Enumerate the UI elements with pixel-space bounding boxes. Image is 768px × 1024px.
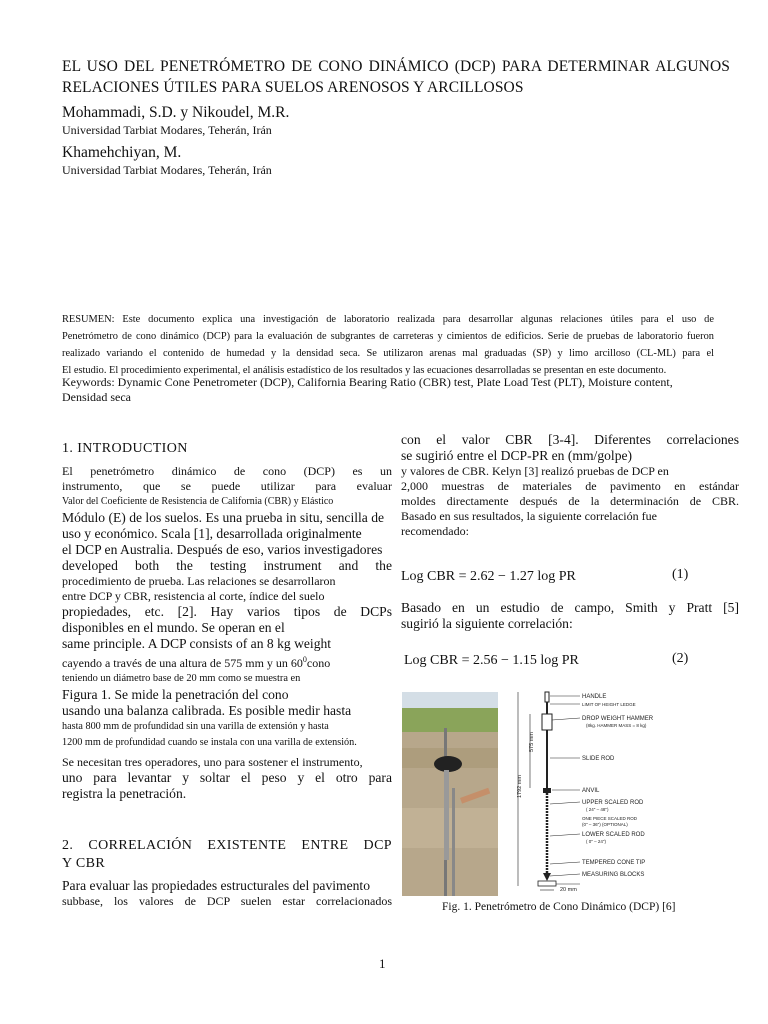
abstract-line: El estudio. El procedimiento experimental, el análisis estadístico de los resultados y las ecuaciones desarrolladas se presentan en este documento.: [62, 365, 667, 376]
label-one-piece-range: (0" – 36") (OPTIONAL): [582, 822, 628, 827]
right-column-text: [401, 432, 739, 539]
label-one-piece-rod: ONE PIECE SCALED ROD: [582, 816, 638, 821]
figure-svg: [400, 688, 682, 896]
label-cone-tip: TEMPERED CONE TIP: [582, 860, 646, 866]
text-line: registra la penetración.: [62, 786, 187, 801]
dim-1792-label: 1792 mm: [517, 775, 523, 798]
section-heading-introduction: 1. INTRODUCTION: [62, 441, 188, 456]
affiliation-line-1: Universidad Tarbiat Modares, Teherán, Irán: [62, 123, 272, 137]
figure-dcp: [400, 688, 682, 896]
text-line: disponibles en el mundo. Se operan en el: [62, 620, 285, 635]
text-line: con el valor CBR [3-4]. Diferentes correlaciones: [401, 432, 739, 447]
page-number: 1: [379, 956, 386, 971]
abstract: [62, 311, 714, 379]
label-hammer: DROP WEIGHT HAMMER: [582, 716, 654, 722]
label-lower-rod: LOWER SCALED ROD: [582, 832, 645, 838]
text-line: y valores de CBR. Kelyn [3] realizó pruebas de DCP en: [401, 464, 669, 478]
section-heading-correlation: [62, 837, 392, 873]
label-upper-rod-range: ( 24" – 48"): [586, 807, 609, 812]
text-line: Para evaluar las propiedades estructurales del pavimento: [62, 878, 371, 893]
affiliation-line-2: Universidad Tarbiat Modares, Teherán, Irán: [62, 163, 272, 177]
label-hammer-mass: (8kg. HAMMER MASS = 8 kg): [586, 723, 647, 728]
text-line: [62, 652, 392, 671]
text-line: propiedades, etc. [2]. Hay varios tipos de DCPs: [62, 604, 392, 619]
text-line: moldes directamente después de la determinación de CBR.: [401, 494, 739, 508]
text-line: se sugirió entre el DCP-PR en (mm/golpe): [401, 448, 633, 463]
abstract-line: RESUMEN: Este documento explica una investigación de laboratorio realizada para desarrollar algunas relaciones útiles para el uso de: [62, 314, 714, 325]
text-line: 1200 mm de profundidad cuando se instala con una varilla de extensión.: [62, 737, 357, 748]
text-line: hasta 800 mm de profundidad sin una varilla de extensión y hasta: [62, 721, 329, 732]
dcp-diagram: [517, 692, 654, 893]
text-line: teniendo un diámetro base de 20 mm como se muestra en: [62, 673, 301, 684]
label-lower-rod-range: ( 0" – 24"): [586, 839, 606, 844]
text-line: Módulo (E) de los suelos. Es una prueba in situ, sencilla de: [62, 510, 385, 525]
text-line: developed both the testing instrument and the: [62, 558, 392, 573]
text-fragment: cono: [306, 656, 331, 670]
author-line-2: Khamehchiyan, M.: [62, 144, 182, 161]
heading-line: Y CBR: [62, 856, 106, 871]
label-height-ledge: LIMIT OF HEIGHT LEDGE: [582, 702, 636, 707]
text-line: El penetrómetro dinámico de cono (DCP) es un: [62, 464, 392, 478]
label-handle: HANDLE: [582, 694, 607, 700]
text-line: Valor del Coeficiente de Resistencia de California (CBR) y Elástico: [62, 496, 334, 507]
dim-20-label: 20 mm: [560, 887, 577, 893]
text-line: uso y económico. Scala [1], desarrollada originalmente: [62, 526, 362, 541]
equation-2-number: (2): [672, 651, 689, 666]
text-line: same principle. A DCP consists of an 8 kg weight: [62, 636, 332, 651]
label-measuring-blocks: MEASURING BLOCKS: [582, 872, 645, 878]
field-photo: [400, 688, 500, 896]
equation-1: Log CBR = 2.62 − 1.27 log PR: [401, 569, 576, 584]
label-anvil: ANVIL: [582, 788, 600, 794]
degree-superscript: 0: [302, 655, 307, 664]
keywords: Keywords: Dynamic Cone Penetrometer (DCP), California Bearing Ratio (CBR) test, Plate Load Test (PLT), Moisture content, Densidad seca: [62, 375, 673, 404]
abstract-line: Penetrómetro de cono dinámico (DCP) para la evaluación de subgrantes de carreteras y cimientos de edificios. Serie de pruebas de laboratorio fueron: [62, 331, 714, 342]
text-line: el DCP en Australia. Después de eso, varios investigadores: [62, 542, 383, 557]
section2-text: [62, 878, 392, 909]
text-fragment: cayendo a través de una altura de 575 mm y un 60: [62, 656, 303, 670]
abstract-line: realizado variando el contenido de humedad y la densidad seca. Se utilizaron arenas mal graduadas (SP) y limo arcilloso (CL-ML) para el: [62, 348, 714, 359]
left-column-text: [62, 464, 392, 802]
label-upper-rod: UPPER SCALED ROD: [582, 800, 644, 806]
dim-575-label: 575 mm: [529, 732, 535, 752]
label-slide-rod: SLIDE ROD: [582, 756, 615, 762]
text-line: entre DCP y CBR, resistencia al corte, índice del suelo: [62, 589, 325, 603]
text-line: Basado en sus resultados, la siguiente correlación fue: [401, 509, 657, 523]
text-line: procedimiento de prueba. Las relaciones se desarrollaron: [62, 574, 336, 588]
text-line: subbase, los valores de DCP suelen estar correlacionados: [62, 894, 392, 908]
text-line: Basado en un estudio de campo, Smith y Pratt [5]: [401, 600, 739, 615]
text-line: instrumento, que se puede utilizar para evaluar: [62, 479, 392, 493]
text-line: recomendado:: [401, 524, 469, 538]
equation-2: Log CBR = 2.56 − 1.15 log PR: [404, 653, 579, 668]
author-line-1: Mohammadi, S.D. y Nikoudel, M.R.: [62, 104, 290, 121]
text-line: sugirió la siguiente correlación:: [401, 616, 573, 631]
text-line: usando una balanza calibrada. Es posible medir hasta: [62, 703, 352, 718]
text-line: Figura 1. Se mide la penetración del cono: [62, 687, 289, 702]
equation-1-number: (1): [672, 567, 689, 582]
text-line: uno para levantar y soltar el peso y el otro para: [62, 770, 392, 785]
text-line: 2,000 muestras de materiales de pavimento en estándar: [401, 479, 739, 493]
heading-line: 2. CORRELACIÓN EXISTENTE ENTRE DCP: [62, 838, 392, 853]
right-column-mid-text: [401, 600, 739, 632]
figure-caption: Fig. 1. Penetrómetro de Cono Dinámico (DCP) [6]: [442, 901, 676, 913]
paper-title: EL USO DEL PENETRÓMETRO DE CONO DINÁMICO (DCP) PARA DETERMINAR ALGUNOS RELACIONES ÚTILES PARA SUELOS ARENOSOS Y ARCILLOSOS: [62, 58, 730, 96]
text-line: Se necesitan tres operadores, uno para sostener el instrumento,: [62, 755, 363, 769]
